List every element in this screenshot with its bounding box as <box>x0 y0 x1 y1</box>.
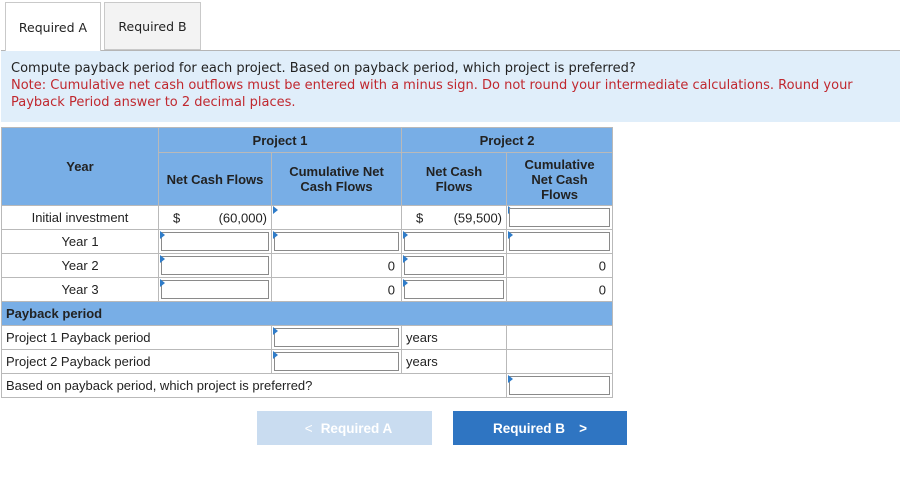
project2-header: Project 2 <box>402 128 613 153</box>
prev-required-a-button[interactable] <box>257 411 432 445</box>
p2-net-cash-flows-header: Net Cash Flows <box>402 153 507 206</box>
payback-worksheet <box>1 127 613 398</box>
p1-year3-input[interactable] <box>159 278 272 302</box>
preferred-project-label: Based on payback period, which project is preferred? <box>2 374 507 398</box>
p1-payback-label: Project 1 Payback period <box>2 326 272 350</box>
input-marker-icon <box>160 255 165 263</box>
input-marker-icon <box>403 279 408 287</box>
p1-payback-input[interactable] <box>272 326 402 350</box>
p2-cum-initial-input[interactable] <box>507 206 613 230</box>
chevron-right-icon: > <box>579 420 587 436</box>
chevron-left-icon: < <box>304 420 313 436</box>
payback-section-header: Payback period <box>2 302 613 326</box>
row-label-year1: Year 1 <box>2 230 159 254</box>
input-marker-icon <box>160 231 165 239</box>
p1-year1-input[interactable] <box>159 230 272 254</box>
input-marker-icon <box>273 206 278 214</box>
p1-year1-box[interactable] <box>161 232 269 251</box>
input-marker-icon <box>273 351 278 359</box>
p2-cum-year3-value: 0 <box>598 282 607 297</box>
p1-cumulative-header: Cumulative Net Cash Flows <box>272 153 402 206</box>
row-label-year2: Year 2 <box>2 254 159 278</box>
p2-payback-label: Project 2 Payback period <box>2 350 272 374</box>
input-marker-icon <box>273 231 278 239</box>
p1-payback-units: years <box>402 326 507 350</box>
p1-payback-blank <box>507 326 613 350</box>
p1-year3-box[interactable] <box>161 280 269 299</box>
tab-required-b-label: Required B <box>118 18 187 34</box>
p2-initial-value: (59,500) <box>453 210 503 225</box>
row-label-year3: Year 3 <box>2 278 159 302</box>
input-marker-icon <box>403 255 408 263</box>
p2-year2-input[interactable] <box>402 254 507 278</box>
row-label-initial: Initial investment <box>2 206 159 230</box>
p1-cum-year3-cell <box>272 278 402 302</box>
p2-payback-blank <box>507 350 613 374</box>
tab-required-a[interactable] <box>5 2 101 51</box>
p1-cum-year3-value: 0 <box>387 282 396 297</box>
input-marker-icon <box>508 375 513 383</box>
input-marker-icon <box>403 231 408 239</box>
p2-cum-year1-box[interactable] <box>509 232 610 251</box>
tab-required-b[interactable] <box>104 2 201 50</box>
p1-cum-year2-cell <box>272 254 402 278</box>
p1-year2-input[interactable] <box>159 254 272 278</box>
p1-cum-year2-value: 0 <box>387 258 396 273</box>
p1-initial-value: (60,000) <box>218 210 267 225</box>
p1-cum-year1-input[interactable] <box>272 230 402 254</box>
input-marker-icon <box>508 231 513 239</box>
year-header: Year <box>2 128 159 206</box>
instruction-question: Compute payback period for each project. Based on payback period, which project is preferred? <box>11 61 636 76</box>
preferred-project-box[interactable] <box>509 376 610 395</box>
next-required-b-button[interactable] <box>453 411 627 445</box>
p2-cum-year2-value: 0 <box>598 258 607 273</box>
p2-year3-box[interactable] <box>404 280 504 299</box>
p1-cum-initial-input[interactable] <box>272 206 402 230</box>
p1-year2-box[interactable] <box>161 256 269 275</box>
p2-payback-input[interactable] <box>272 350 402 374</box>
p2-payback-box[interactable] <box>274 352 399 371</box>
instruction-note: Note: Cumulative net cash outflows must be entered with a minus sign. Do not round your intermediate calculations. Round your Payback Period answer to 2 decimal places. <box>11 78 853 110</box>
p2-year2-box[interactable] <box>404 256 504 275</box>
p2-initial-cell <box>402 206 507 230</box>
p2-cumulative-header: Cumulative Net Cash Flows <box>507 153 613 206</box>
tab-required-a-label: Required A <box>18 19 88 35</box>
input-marker-icon <box>273 327 278 335</box>
p2-cum-year3-cell <box>507 278 613 302</box>
p2-year1-input[interactable] <box>402 230 507 254</box>
prev-button-label: Required A <box>320 420 393 436</box>
p2-dollar-sign: $ <box>416 210 424 225</box>
instruction-panel <box>1 51 900 122</box>
preferred-project-select[interactable] <box>507 374 613 398</box>
p2-cum-year2-cell <box>507 254 613 278</box>
p2-cum-initial-box[interactable] <box>509 208 610 227</box>
p1-dollar-sign: $ <box>173 210 181 225</box>
project1-header: Project 1 <box>159 128 402 153</box>
p2-year1-box[interactable] <box>404 232 504 251</box>
next-button-label: Required B <box>493 420 566 436</box>
p1-net-cash-flows-header: Net Cash Flows <box>159 153 272 206</box>
p1-payback-box[interactable] <box>274 328 399 347</box>
p2-cum-year1-input[interactable] <box>507 230 613 254</box>
p2-payback-units: years <box>402 350 507 374</box>
p1-initial-cell <box>159 206 272 230</box>
p2-year3-input[interactable] <box>402 278 507 302</box>
p1-cum-year1-box[interactable] <box>274 232 399 251</box>
input-marker-icon <box>160 279 165 287</box>
